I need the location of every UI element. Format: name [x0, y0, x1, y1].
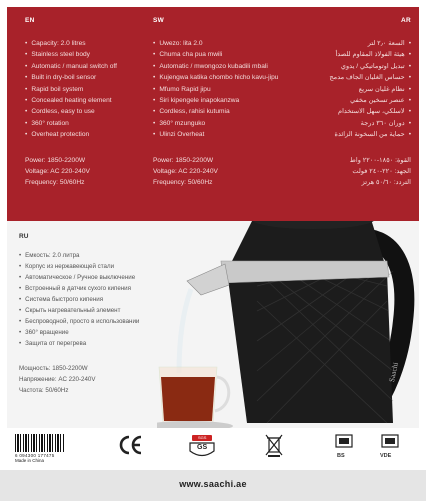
feature-item: • 360° вращение [19, 327, 169, 338]
saucer [157, 421, 233, 428]
arabic-column [285, 17, 411, 189]
russian-specs [19, 363, 169, 397]
feature-item: • لاسلكي، سهل الاستخدام [285, 106, 411, 117]
spec-line: Power: 1850-2200W [25, 156, 86, 164]
spec-line: التردد: ٥٠/٦٠ هرتز [361, 179, 411, 187]
bs-mark [329, 434, 359, 459]
feature-item: • 360° rotation [25, 118, 155, 129]
feature-item: • حساس الغليان الجاف مدمج [285, 72, 411, 83]
feature-item: • Cordless, easy to use [25, 106, 155, 117]
feature-item: • Stainless steel body [25, 49, 155, 60]
feature-item: • Mfumo Rapid jipu [153, 84, 283, 95]
feature-item: • Capacity: 2.0 litres [25, 38, 155, 49]
feature-item: • Защита от перегрева [19, 338, 169, 349]
certification-strip [7, 428, 419, 470]
spec-line: Power: 1850-2200W [153, 156, 214, 164]
russian-features [19, 250, 169, 349]
spec-panel [7, 7, 419, 221]
vde-mark [375, 434, 405, 459]
spec-line: Frequency: 50/60Hz [25, 179, 85, 187]
spec-line: الجهد: ٢٢٠-٢٤٠ فولت [352, 167, 411, 175]
feature-item: • Rapid boil system [25, 84, 155, 95]
feature-item: • عنصر تسخين مخفي [285, 95, 411, 106]
feature-item: • Скрыть нагревательный элемент [19, 305, 169, 316]
feature-item: • دوران ٣٦٠ درجة [285, 118, 411, 129]
swahili-specs [153, 155, 283, 189]
feature-item: • السعة ٢٫٠ لتر [285, 38, 411, 49]
feature-item: • تبديل اوتوماتيكي / يدوي [285, 61, 411, 72]
barcode [15, 434, 65, 462]
bs-kitemark-icon [335, 434, 353, 448]
spec-line: Напряжение: AC 220-240V [19, 376, 96, 384]
feature-item: • Concealed heating element [25, 95, 155, 106]
kettle-spout [187, 264, 229, 295]
feature-item: • Chuma cha pua mwili [153, 49, 283, 60]
feature-item: • Беспроводной, просто в использовании [19, 316, 169, 327]
barcode-bars [15, 434, 65, 452]
english-heading: EN [25, 17, 35, 24]
barcode-number: 6 094300 177475 [15, 453, 55, 458]
footer [0, 470, 426, 501]
feature-item: • هيئة الفولاذ المقاوم للصدأ [285, 49, 411, 60]
kettle-brand-text: Saachi [387, 361, 400, 383]
feature-item: • حماية من السخونة الزائدة [285, 129, 411, 140]
swahili-features [153, 38, 283, 141]
spec-line: Frequency: 50/60Hz [153, 179, 213, 187]
water-stream [179, 289, 191, 373]
kettle-photo [157, 221, 419, 428]
vde-mark-icon [381, 434, 399, 448]
feature-item: • Емкость: 2.0 литра [19, 250, 169, 261]
product-photo-area [7, 221, 419, 428]
feature-item: • نظام غليان سريع [285, 84, 411, 95]
feature-item: • Встроенный в датчик сухого кипения [19, 283, 169, 294]
feature-item: • Ulinzi Overheat [153, 129, 283, 140]
feature-item: • Cordless, rahisi kutumia [153, 106, 283, 117]
arabic-heading: AR [401, 17, 411, 24]
spec-line: Частота: 50/60Hz [19, 387, 69, 395]
swahili-column [153, 17, 283, 189]
spec-line: Voltage: AC 220-240V [153, 167, 218, 175]
weee-bin-icon [265, 434, 283, 458]
english-features [25, 38, 155, 141]
sgs-label: SGS [198, 435, 207, 440]
arabic-specs [285, 155, 411, 189]
feature-item: • Kujengwa katika chombo hicho kavu-jipu [153, 72, 283, 83]
spec-line: القوة: ١٨٥٠-٢٢٠٠ واط [349, 156, 411, 164]
ce-mark-icon [117, 434, 143, 456]
feature-item: • Uwezo: lita 2.0 [153, 38, 283, 49]
spec-line: Мощность: 1850-2200W [19, 365, 88, 372]
tea-liquid [161, 377, 215, 421]
spec-line: Voltage: AC 220-240V [25, 167, 90, 175]
russian-heading: RU [19, 233, 29, 240]
bs-label: BS [337, 453, 345, 459]
made-in-label: Made in China [15, 458, 45, 463]
feature-item: • 360° mzunguko [153, 118, 283, 129]
feature-item: • Автоматическое / Ручное выключение [19, 272, 169, 283]
vde-label: VDE [380, 453, 392, 459]
russian-column [19, 233, 169, 397]
feature-item: • Overheat protection [25, 129, 155, 140]
arabic-features [285, 38, 411, 141]
feature-item: • Система быстрого кипения [19, 294, 169, 305]
feature-item: • Корпус из нержавеющей стали [19, 261, 169, 272]
website-link[interactable]: www.saachi.ae [179, 479, 247, 489]
english-column [25, 17, 155, 189]
gs-mark [187, 434, 217, 460]
feature-item: • Automatic / mwongozo kubadili mbali [153, 61, 283, 72]
cup-handle [215, 377, 229, 411]
feature-item: • Built in dry-boil sensor [25, 72, 155, 83]
swahili-heading: SW [153, 17, 165, 24]
gs-label: GS [197, 444, 208, 451]
feature-item: • Siri kipengele inapokanzwa [153, 95, 283, 106]
english-specs [25, 155, 155, 189]
feature-item: • Automatic / manual switch off [25, 61, 155, 72]
